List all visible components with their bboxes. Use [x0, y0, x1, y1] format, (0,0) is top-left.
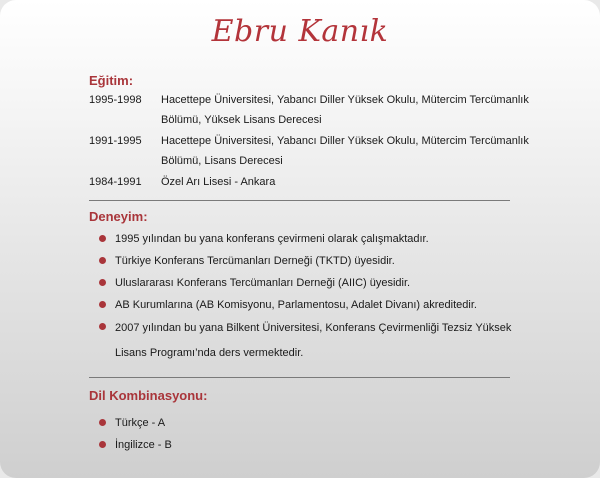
list-item	[89, 294, 529, 316]
education-row	[89, 131, 529, 171]
education-text: Özel Arı Lisesi - Ankara	[161, 176, 276, 188]
list-item	[89, 434, 529, 456]
divider	[89, 377, 510, 378]
list-item	[89, 250, 529, 272]
experience-list	[89, 228, 529, 366]
experience-text: Türkiye Konferans Tercümanları Derneği (TKTD) üyesidir.	[115, 255, 395, 267]
experience-text: Uluslararası Konferans Tercümanları Derneği (AIIC) üyesidir.	[115, 277, 411, 289]
language-text: İngilizce - B	[115, 439, 172, 451]
bullet-icon	[99, 235, 106, 242]
bullet-icon	[99, 441, 106, 448]
language-list	[89, 412, 529, 456]
experience-text: 2007 yılından bu yana Bilkent Üniversitesi, Konferans Çevirmenliği Tezsiz Yüksek Lisans Programı’nda ders vermektedir.	[115, 322, 512, 359]
education-text: Hacettepe Üniversitesi, Yabancı Diller Yüksek Okulu, Mütercim Tercümanlık Bölümü, Lisans Derecesi	[161, 135, 529, 167]
education-row	[89, 172, 519, 192]
bullet-icon	[99, 301, 106, 308]
education-row	[89, 90, 529, 130]
bullet-icon	[99, 279, 106, 286]
bullet-icon	[99, 323, 106, 330]
section-title-deneyim: Deneyim:	[89, 209, 148, 224]
bullet-icon	[99, 419, 106, 426]
list-item	[89, 316, 529, 366]
section-title-dil: Dil Kombinasyonu:	[89, 388, 208, 403]
education-years: 1984-1991	[89, 176, 142, 188]
list-item	[89, 228, 529, 250]
education-years: 1995-1998	[89, 94, 142, 106]
section-title-egitim: Eğitim:	[89, 73, 134, 88]
list-item	[89, 272, 529, 294]
experience-text: AB Kurumlarına (AB Komisyonu, Parlamentosu, Adalet Divanı) akreditedir.	[115, 299, 477, 311]
divider	[89, 200, 510, 201]
list-item	[89, 412, 529, 434]
bullet-icon	[99, 257, 106, 264]
person-name: Ebru Kanık	[211, 14, 389, 49]
education-text: Hacettepe Üniversitesi, Yabancı Diller Yüksek Okulu, Mütercim Tercümanlık Bölümü, Yüksek Lisans Derecesi	[161, 94, 529, 126]
education-years: 1991-1995	[89, 135, 142, 147]
language-text: Türkçe - A	[115, 417, 166, 429]
experience-text: 1995 yılından bu yana konferans çevirmeni olarak çalışmaktadır.	[115, 233, 429, 245]
